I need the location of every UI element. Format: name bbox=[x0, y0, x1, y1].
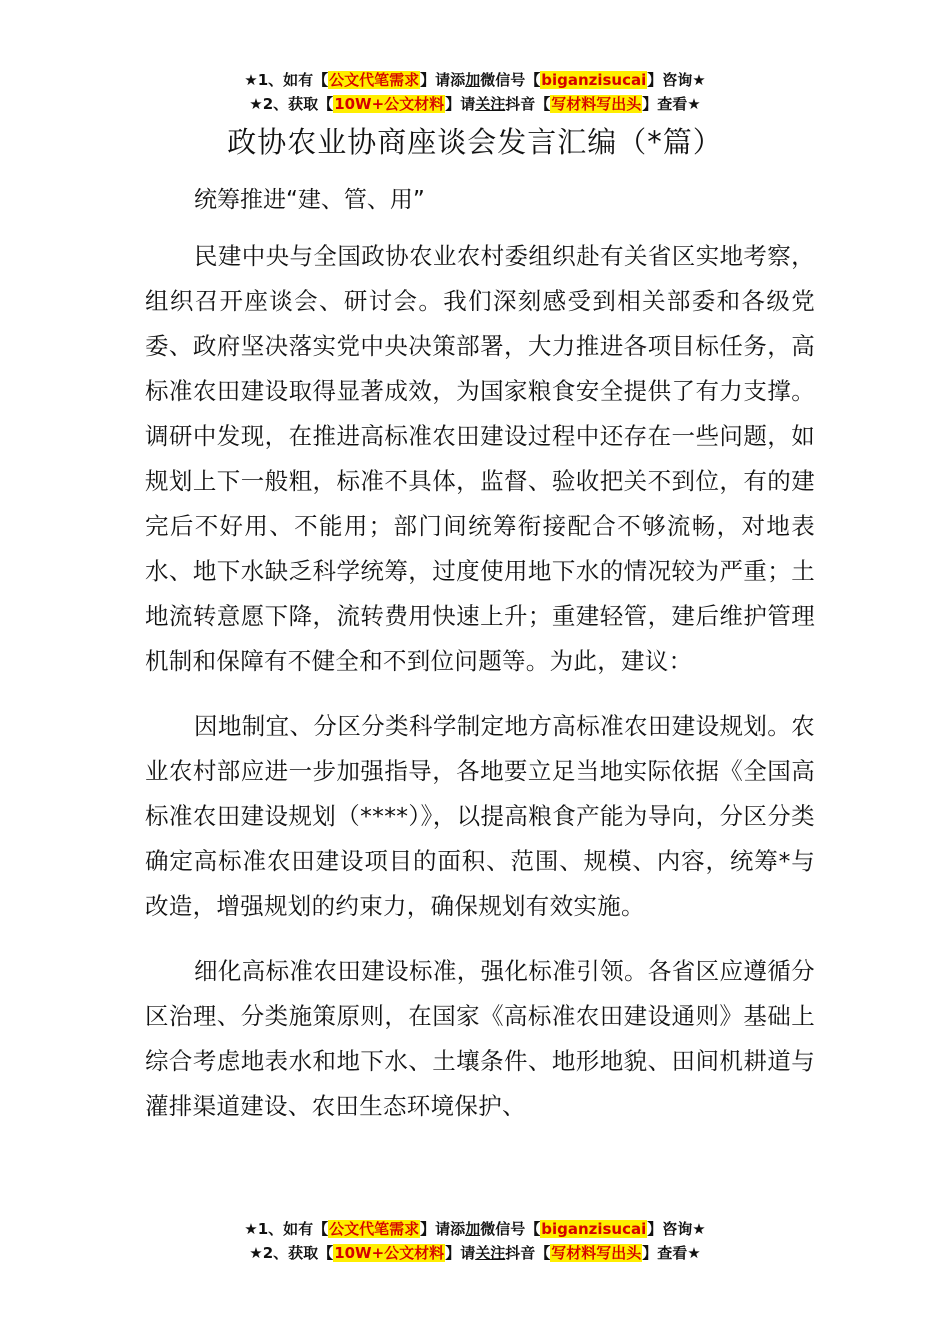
promo-line-2 bbox=[0, 1241, 950, 1265]
promo-text: 抖音【 bbox=[505, 1244, 551, 1262]
promo-line-1 bbox=[0, 1217, 950, 1241]
document-body bbox=[145, 180, 815, 1149]
promo-text: 微信号【 bbox=[480, 1220, 541, 1238]
promo-text: 微信号【 bbox=[480, 71, 541, 89]
promo-highlight: 10W+公文材料 bbox=[334, 95, 445, 113]
promo-text: 】查看★ bbox=[642, 1244, 701, 1262]
promo-text: ★1、如有【 bbox=[244, 71, 329, 89]
promo-line-1 bbox=[0, 68, 950, 92]
promo-underlined-text: 加 bbox=[465, 1220, 481, 1238]
promo-text: 】请添 bbox=[420, 1220, 466, 1238]
promo-text: 】查看★ bbox=[642, 95, 701, 113]
promo-underlined-text: 加 bbox=[465, 71, 481, 89]
document-title: 政协农业协商座谈会发言汇编（*篇） bbox=[227, 125, 723, 159]
promo-text: 】咨询★ bbox=[647, 71, 706, 89]
promo-account-name: 写材料写出头 bbox=[551, 1244, 642, 1262]
promo-text: 】请 bbox=[445, 95, 476, 113]
promo-highlight: 10W+公文材料 bbox=[334, 1244, 445, 1262]
section-heading: 统筹推进“建、管、用” bbox=[194, 187, 425, 213]
promo-text: ★2、获取【 bbox=[249, 1244, 334, 1262]
promo-underlined-text: 关注 bbox=[475, 1244, 506, 1262]
promo-text: 】咨询★ bbox=[647, 1220, 706, 1238]
body-paragraph: 细化高标准农田建设标准，强化标准引领。各省区应遵循分区治理、分类施策原则，在国家《高标准农田建设通则》基础上综合考虑地表水和地下水、土壤条件、地形地貌、田间机耕道与灌排渠道建设、农田生态环境保护、 bbox=[145, 957, 815, 1120]
promo-line-2 bbox=[0, 92, 950, 116]
promo-underlined-text: 关注 bbox=[475, 95, 506, 113]
body-paragraph: 因地制宜、分区分类科学制定地方高标准农田建设规划。农业农村部应进一步加强指导，各地要立足当地实际依据《全国高标准农田建设规划（****）》，以提高粮食产能为导向，分区分类确定高标准农田建设项目的面积、范围、规模、内容，统筹*与改造，增强规划的约束力，确保规划有效实施。 bbox=[145, 712, 815, 920]
promo-wechat-id: biganzisucai bbox=[541, 71, 647, 89]
promo-text: ★2、获取【 bbox=[249, 95, 334, 113]
promo-text: 抖音【 bbox=[505, 95, 551, 113]
body-paragraph: 民建中央与全国政协农业农村委组织赴有关省区实地考察，组织召开座谈会、研讨会。我们深刻感受到相关部委和各级党委、政府坚决落实党中央决策部署，大力推进各项目标任务，高标准农田建设取得显著成效，为国家粮食安全提供了有力支撑。调研中发现，在推进高标准农田建设过程中还存在一些问题，如规划上下一般粗，标准不具体，监督、验收把关不到位，有的建完后不好用、不能用；部门间统筹衔接配合不够流畅，对地表水、地下水缺乏科学统筹，过度使用地下水的情况较为严重；土地流转意愿下降，流转费用快速上升；重建轻管，建后维护管理机制和保障有不健全和不到位问题等。为此，建议： bbox=[145, 242, 815, 675]
promo-wechat-id: biganzisucai bbox=[541, 1220, 647, 1238]
footer-promo-banner bbox=[0, 1217, 950, 1265]
promo-text: 】请 bbox=[445, 1244, 476, 1262]
header-promo-banner bbox=[0, 68, 950, 116]
promo-highlight: 公文代笔需求 bbox=[329, 1220, 420, 1238]
promo-text: 】请添 bbox=[420, 71, 466, 89]
promo-text: ★1、如有【 bbox=[244, 1220, 329, 1238]
promo-highlight: 公文代笔需求 bbox=[329, 71, 420, 89]
promo-account-name: 写材料写出头 bbox=[551, 95, 642, 113]
